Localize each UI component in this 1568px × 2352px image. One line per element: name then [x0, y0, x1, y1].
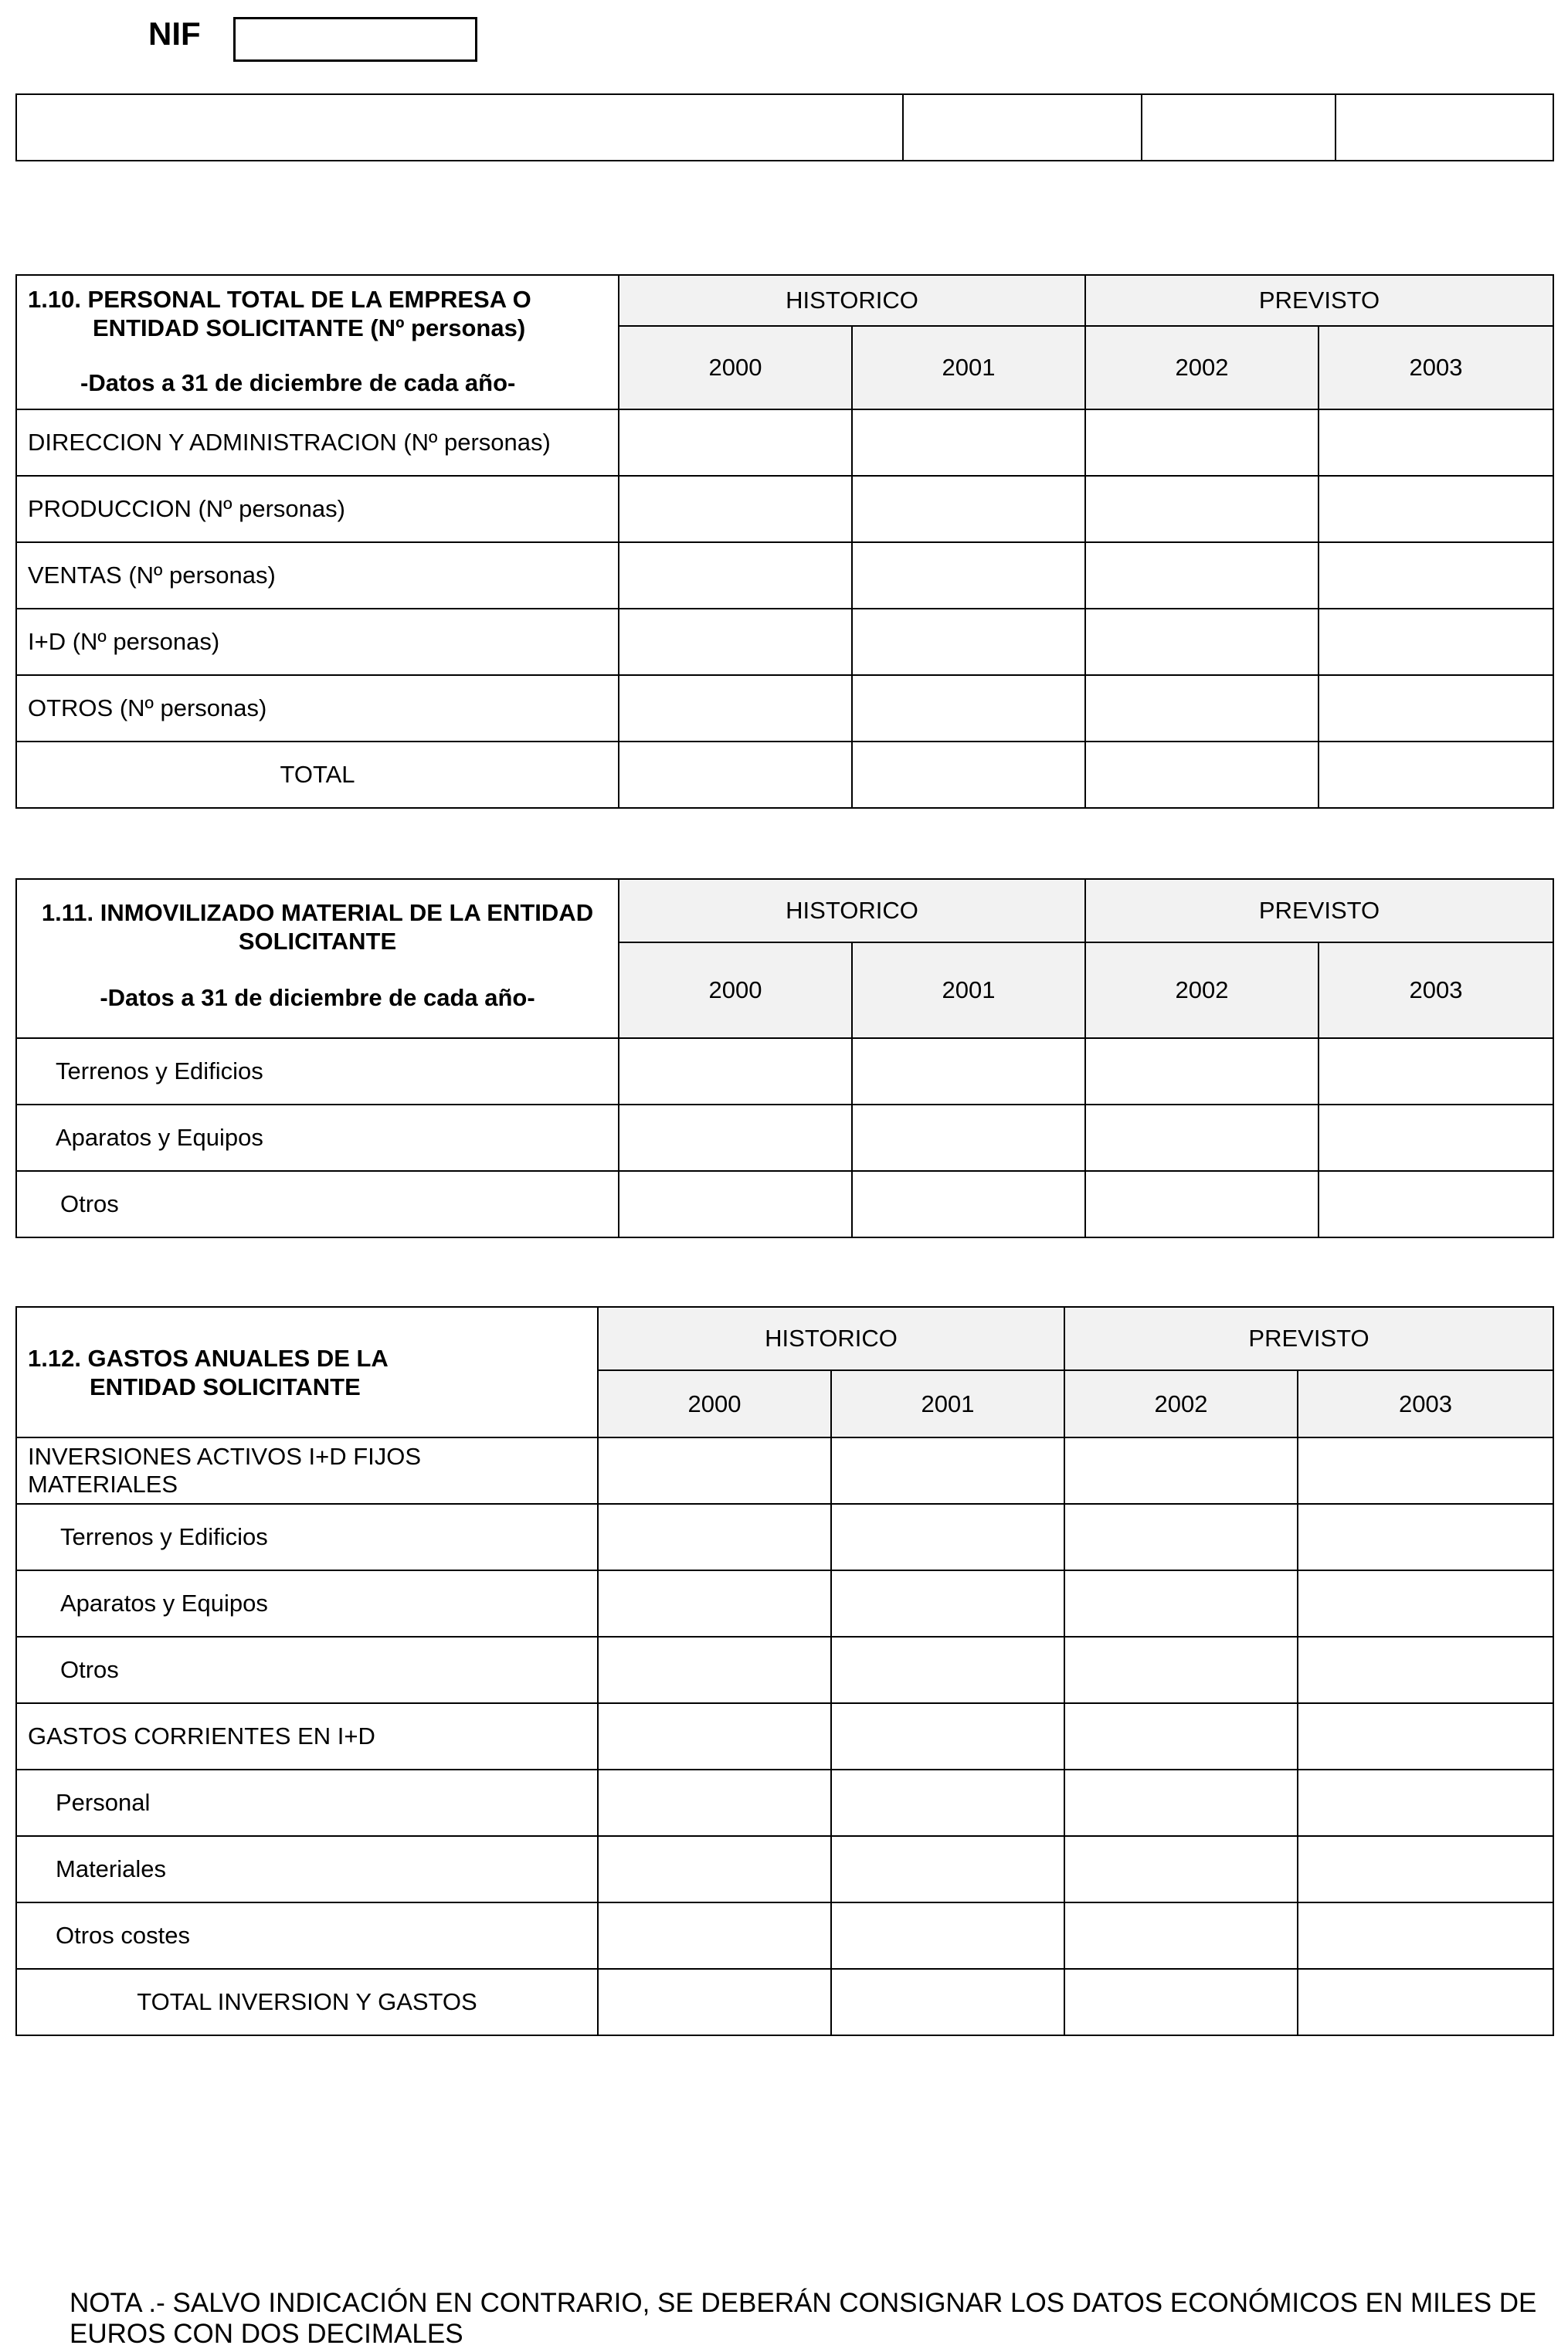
input-cell[interactable]	[1085, 1038, 1319, 1105]
row-label: DIRECCION Y ADMINISTRACION (Nº personas)	[16, 409, 619, 476]
table-row	[16, 542, 1553, 609]
personal-title-line1: 1.10. PERSONAL TOTAL DE LA EMPRESA O	[28, 286, 531, 313]
input-cell[interactable]	[831, 1570, 1064, 1637]
gastos-table-title	[16, 1307, 598, 1437]
row-label: Terrenos y Edificios	[16, 1504, 598, 1570]
personal-previsto-header: PREVISTO	[1085, 275, 1553, 326]
input-cell[interactable]	[1319, 675, 1553, 742]
row-label: VENTAS (Nº personas)	[16, 542, 619, 609]
input-cell[interactable]	[852, 1105, 1085, 1171]
row-label: Aparatos y Equipos	[16, 1105, 619, 1171]
top-field-4[interactable]	[1336, 94, 1553, 161]
input-cell[interactable]	[598, 1836, 831, 1902]
input-cell[interactable]	[831, 1703, 1064, 1770]
input-cell[interactable]	[1298, 1703, 1553, 1770]
table-row	[16, 1437, 1553, 1504]
input-cell[interactable]	[831, 1770, 1064, 1836]
table-row	[16, 609, 1553, 675]
row-label: Personal	[16, 1770, 598, 1836]
input-cell[interactable]	[1298, 1637, 1553, 1703]
nif-input[interactable]	[233, 17, 477, 62]
input-cell[interactable]	[1064, 1770, 1298, 1836]
input-cell[interactable]	[1085, 609, 1319, 675]
inmovilizado-year-2002: 2002	[1085, 942, 1319, 1038]
input-cell[interactable]	[1064, 1836, 1298, 1902]
row-label: INVERSIONES ACTIVOS I+D FIJOS MATERIALES	[16, 1437, 598, 1504]
input-cell[interactable]	[1064, 1504, 1298, 1570]
table-row	[16, 1637, 1553, 1703]
input-cell[interactable]	[1085, 675, 1319, 742]
personal-year-2003: 2003	[1319, 326, 1553, 409]
input-cell[interactable]	[1319, 1171, 1553, 1237]
inmovilizado-title-line2: SOLICITANTE	[238, 928, 397, 955]
top-field-3[interactable]	[1142, 94, 1336, 161]
input-cell[interactable]	[598, 1703, 831, 1770]
personal-title-line2: ENTIDAD SOLICITANTE (Nº personas)	[93, 314, 526, 341]
gastos-year-2002: 2002	[1064, 1370, 1298, 1437]
personal-historico-header: HISTORICO	[619, 275, 1085, 326]
table-row	[16, 742, 1553, 808]
row-label-total: TOTAL	[16, 742, 619, 808]
row-label: I+D (Nº personas)	[16, 609, 619, 675]
gastos-historico-header: HISTORICO	[598, 1307, 1064, 1370]
inmovilizado-year-2001: 2001	[852, 942, 1085, 1038]
gastos-previsto-header: PREVISTO	[1064, 1307, 1553, 1370]
input-cell[interactable]	[619, 476, 852, 542]
row-label: Aparatos y Equipos	[16, 1570, 598, 1637]
personal-table-title	[16, 275, 619, 409]
table-row	[16, 1570, 1553, 1637]
input-cell[interactable]	[831, 1637, 1064, 1703]
inmovilizado-historico-header: HISTORICO	[619, 879, 1085, 942]
top-field-1[interactable]	[16, 94, 903, 161]
inmovilizado-year-2000: 2000	[619, 942, 852, 1038]
gastos-year-2001: 2001	[831, 1370, 1064, 1437]
input-cell[interactable]	[852, 1038, 1085, 1105]
input-cell[interactable]	[852, 609, 1085, 675]
input-cell[interactable]	[619, 742, 852, 808]
input-cell[interactable]	[831, 1437, 1064, 1504]
inmovilizado-year-2003: 2003	[1319, 942, 1553, 1038]
personal-year-2000: 2000	[619, 326, 852, 409]
input-cell[interactable]	[1085, 409, 1319, 476]
input-cell[interactable]	[1298, 1770, 1553, 1836]
input-cell[interactable]	[852, 1171, 1085, 1237]
input-cell[interactable]	[598, 1637, 831, 1703]
gastos-table	[15, 1306, 1554, 2036]
row-label: Terrenos y Edificios	[16, 1038, 619, 1105]
table-row	[16, 1969, 1553, 2035]
input-cell[interactable]	[852, 409, 1085, 476]
input-cell[interactable]	[852, 542, 1085, 609]
row-label: Otros	[16, 1171, 619, 1237]
input-cell[interactable]	[598, 1437, 831, 1504]
gastos-title-line1: 1.12. GASTOS ANUALES DE LA	[28, 1344, 389, 1372]
input-cell[interactable]	[598, 1770, 831, 1836]
personal-year-2001: 2001	[852, 326, 1085, 409]
input-cell[interactable]	[598, 1504, 831, 1570]
gastos-year-2003: 2003	[1298, 1370, 1553, 1437]
table-row	[16, 1836, 1553, 1902]
table-row	[16, 1703, 1553, 1770]
input-cell[interactable]	[1298, 1570, 1553, 1637]
input-cell[interactable]	[831, 1969, 1064, 2035]
row-label: Otros costes	[16, 1902, 598, 1969]
input-cell[interactable]	[1064, 1437, 1298, 1504]
row-label-total: TOTAL INVERSION Y GASTOS	[16, 1969, 598, 2035]
table-row	[16, 1504, 1553, 1570]
input-cell[interactable]	[831, 1504, 1064, 1570]
input-cell[interactable]	[1085, 1171, 1319, 1237]
input-cell[interactable]	[1064, 1570, 1298, 1637]
input-cell[interactable]	[619, 1038, 852, 1105]
input-cell[interactable]	[831, 1836, 1064, 1902]
row-label: Otros	[16, 1637, 598, 1703]
input-cell[interactable]	[1085, 1105, 1319, 1171]
input-cell[interactable]	[1064, 1703, 1298, 1770]
input-cell[interactable]	[619, 542, 852, 609]
input-cell[interactable]	[1319, 1105, 1553, 1171]
row-label: OTROS (Nº personas)	[16, 675, 619, 742]
nif-label: NIF	[148, 15, 201, 52]
row-label: Materiales	[16, 1836, 598, 1902]
table-row	[16, 1770, 1553, 1836]
input-cell[interactable]	[598, 1570, 831, 1637]
input-cell[interactable]	[1298, 1504, 1553, 1570]
personal-subtitle: -Datos a 31 de diciembre de cada año-	[80, 369, 516, 396]
input-cell[interactable]	[1319, 742, 1553, 808]
input-cell[interactable]	[1064, 1969, 1298, 2035]
input-cell[interactable]	[852, 742, 1085, 808]
input-cell[interactable]	[1319, 609, 1553, 675]
table-row	[16, 476, 1553, 542]
input-cell[interactable]	[598, 1902, 831, 1969]
input-cell[interactable]	[852, 476, 1085, 542]
input-cell[interactable]	[1298, 1437, 1553, 1504]
input-cell[interactable]	[1298, 1902, 1553, 1969]
input-cell[interactable]	[619, 675, 852, 742]
input-cell[interactable]	[1298, 1836, 1553, 1902]
input-cell[interactable]	[1319, 1038, 1553, 1105]
top-identification-table	[15, 93, 1554, 161]
table-row	[16, 1105, 1553, 1171]
input-cell[interactable]	[619, 1105, 852, 1171]
input-cell[interactable]	[1064, 1637, 1298, 1703]
gastos-title-line2: ENTIDAD SOLICITANTE	[90, 1373, 361, 1400]
input-cell[interactable]	[1085, 476, 1319, 542]
input-cell[interactable]	[619, 409, 852, 476]
input-cell[interactable]	[1319, 409, 1553, 476]
top-field-2[interactable]	[903, 94, 1142, 161]
inmovilizado-table-title	[16, 879, 619, 1038]
input-cell[interactable]	[619, 609, 852, 675]
table-row	[16, 1171, 1553, 1237]
input-cell[interactable]	[619, 1171, 852, 1237]
table-row	[16, 1038, 1553, 1105]
input-cell[interactable]	[831, 1902, 1064, 1969]
inmovilizado-table	[15, 878, 1554, 1238]
input-cell[interactable]	[852, 675, 1085, 742]
inmovilizado-previsto-header: PREVISTO	[1085, 879, 1553, 942]
footer-note: NOTA .- SALVO INDICACIÓN EN CONTRARIO, SE DEBERÁN CONSIGNAR LOS DATOS ECONÓMICOS EN MILES DE EUROS CON DOS DECIMALES	[70, 2288, 1537, 2349]
inmovilizado-subtitle: -Datos a 31 de diciembre de cada año-	[100, 984, 535, 1011]
inmovilizado-title-line1: 1.11. INMOVILIZADO MATERIAL DE LA ENTIDAD	[41, 899, 594, 926]
row-label: PRODUCCION (Nº personas)	[16, 476, 619, 542]
personal-table	[15, 274, 1554, 809]
input-cell[interactable]	[1064, 1902, 1298, 1969]
table-row	[16, 675, 1553, 742]
table-row	[16, 1902, 1553, 1969]
input-cell[interactable]	[1298, 1969, 1553, 2035]
input-cell[interactable]	[1085, 742, 1319, 808]
row-label: GASTOS CORRIENTES EN I+D	[16, 1703, 598, 1770]
input-cell[interactable]	[1085, 542, 1319, 609]
input-cell[interactable]	[598, 1969, 831, 2035]
table-row	[16, 409, 1553, 476]
personal-year-2002: 2002	[1085, 326, 1319, 409]
input-cell[interactable]	[1319, 542, 1553, 609]
gastos-year-2000: 2000	[598, 1370, 831, 1437]
input-cell[interactable]	[1319, 476, 1553, 542]
